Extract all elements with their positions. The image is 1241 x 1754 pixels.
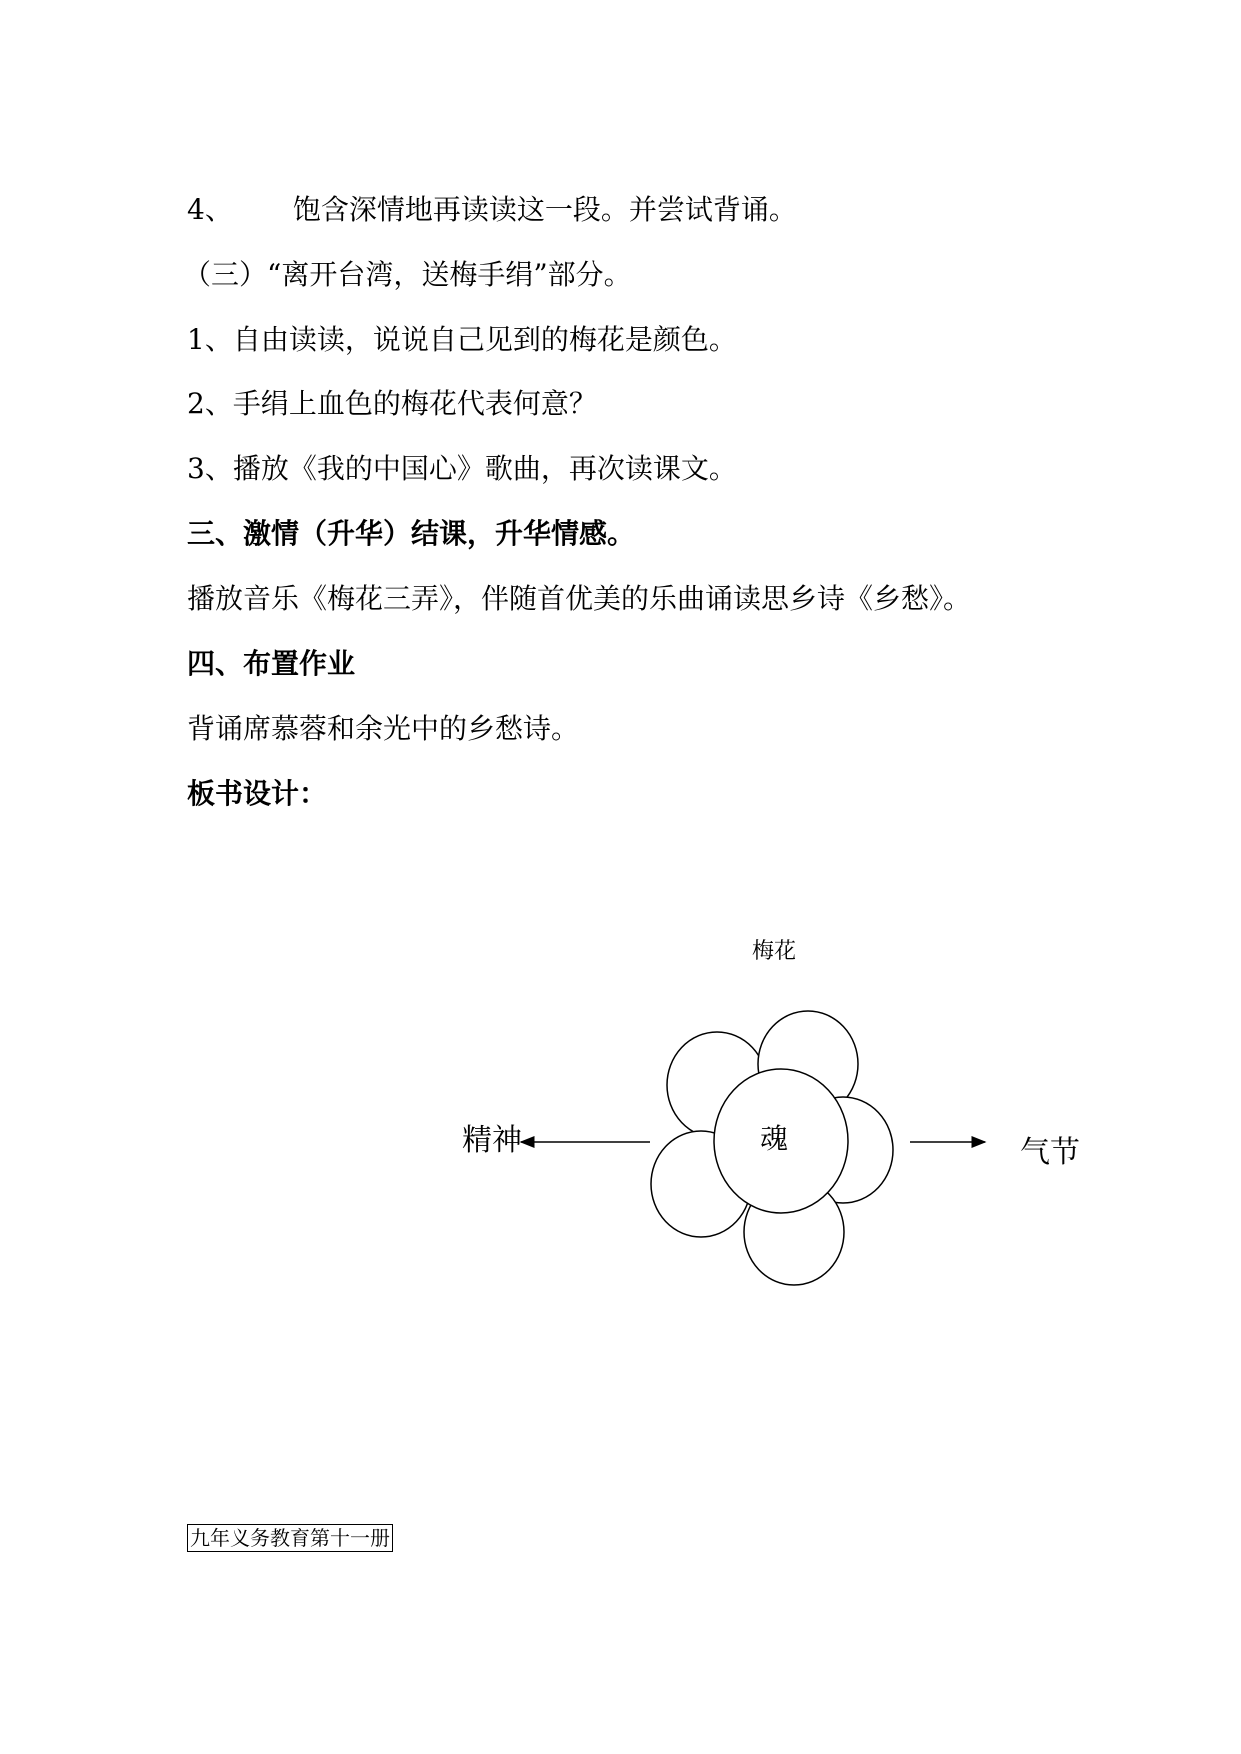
homework-text: 背诵席慕蓉和余光中的乡愁诗。 [187,712,580,745]
item-1: 1、自由读读，说说自己见到的梅花是颜色。 [187,323,737,356]
diagram-top-label: 梅花 [752,939,797,964]
diagram-center-label: 魂 [760,1122,789,1155]
diagram-right-label: 气节 [1020,1135,1080,1170]
footer-label: 九年义务教育第十一册 [187,1524,393,1552]
section-heading-3-part: （三）“离开台湾，送梅手绢”部分。 [183,258,632,291]
diagram-left-label: 精神 [462,1123,522,1158]
line-1-number: 4、 [187,193,233,226]
line-1-text: 饱含深情地再读读这一段。并尝试背诵。 [292,193,797,226]
heading-homework: 四、布置作业 [187,647,356,680]
heading-conclusion: 三、激情（升华）结课，升华情感。 [187,517,636,550]
heading-board-design: 板书设计： [187,777,328,810]
item-2: 2、手绢上血色的梅花代表何意？ [187,387,597,420]
item-3: 3、播放《我的中国心》歌曲，再次读课文。 [187,452,737,485]
conclusion-text: 播放音乐《梅花三弄》，伴随首优美的乐曲诵读思乡诗《乡愁》。 [187,582,972,615]
